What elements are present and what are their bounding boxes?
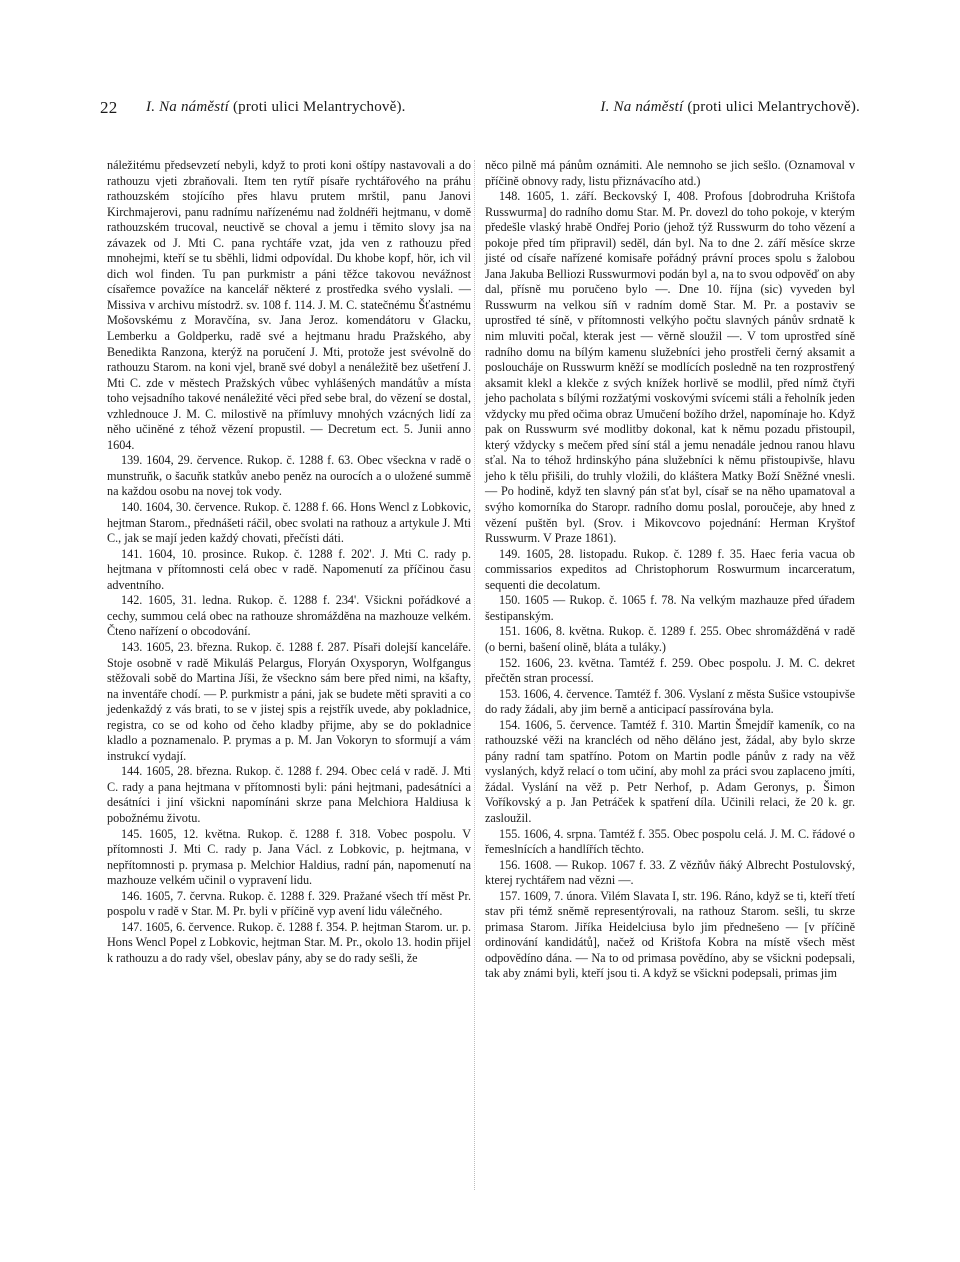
entry-140: 140. 1604, 30. července. Rukop. č. 1288 f. 66. Hons Wencl z Lobkovic, hejtman Starom., přednášeti ráčil, obec svolati na rathouz a artykule J. Mti C., jak se mají jeden každý chovati, přečísti dáti. (107, 500, 471, 546)
entry-156: 156. 1608. — Rukop. 1067 f. 33. Z vězňův ňáký Albrecht Postulovský, kterej rychtářem nad vězni —. (485, 857, 855, 888)
entry-154: 154. 1606, 5. července. Tamtéž f. 310. Martin Šmejdíř kameník, co na rathouzské věži na krancléch od něho děláno jest, žádal, aby bylo skrze pány radní tam spatříno. Potom on Martin podle pánův z rady na věž vyslaných, když relací o tom učiní, aby mohl za práci svou zaplaceno jmíti, žádal. Vyslání na věž p. Petr Nerhof, p. Adam Geronys, p. Šimon Voříkovský a p. Jan Petráček k spatření díla. Učinili relaci, že 20 k. gr. zasloužil. (485, 717, 855, 825)
entry-146: 146. 1605, 7. června. Rukop. č. 1288 f. 329. Pražané všech tří měst Pr. pospolu v radě v Star. M. Pr. byli v příčině vyp avení lidu válečného. (107, 888, 471, 919)
left-running-title-rest: (proti ulici Melantrychově). (232, 99, 406, 115)
right-running-title (600, 99, 860, 116)
right-running-title-rest: (proti ulici Melantrychově). (687, 99, 860, 115)
right-running-title-italic: I. Na náměstí (600, 99, 684, 115)
page-number: 22 (100, 98, 118, 117)
entry-155: 155. 1606, 4. srpna. Tamtéž f. 355. Obec pospolu celá. J. M. C. řádové o řemeslnících a handlířích těchto. (485, 826, 855, 857)
entry-147: 147. 1605, 6. července. Rukop. č. 1288 f. 354. P. hejtman Starom. ur. p. Hons Wencl Popel z Lobkovic, hejtman Star. M. Pr., okolo 13. hodin přijel k rathouzu a do rady všel, obeslav pány, aby se do rady sešli, že (107, 919, 471, 965)
entry-145: 145. 1605, 12. května. Rukop. č. 1288 f. 318. Vobec pospolu. V přítomnosti J. Mti C. rady p. Jana Václ. z Lobkovic, p. hejtmana, v nepřítomnosti p. prymasa p. Melchior Haldius, radní pán, napomenutí na mazhouze velkém učinil o vypravení lidu. (107, 826, 471, 888)
left-running-title (146, 99, 406, 116)
entry-152: 152. 1606, 23. května. Tamtéž f. 259. Obec pospolu. J. M. C. dekret přečtěn stran processí. (485, 655, 855, 686)
left-running-title-italic: I. Na náměstí (146, 99, 230, 115)
entry-144: 144. 1605, 28. března. Rukop. č. 1288 f. 294. Obec celá v radě. J. Mti C. rady a pana hejtmana v přítomnosti byli: páni hejtmani, padesátníci a desátníci i jiní všickni napomínáni skrze pana Melchiora Haldiusa k pobožnému životu. (107, 764, 471, 825)
entry-141: 141. 1604, 10. prosince. Rukop. č. 1288 f. 202'. J. Mti C. rady p. hejtmana v přítomnosti celá obec v radě. Napomenutí za příčinou času adventního. (107, 546, 471, 592)
right-column (485, 158, 855, 982)
entry-150: 150. 1605 — Rukop. č. 1065 f. 78. Na velkým mazhauze před úřadem šestipanským. (485, 593, 855, 623)
entry-142: 142. 1605, 31. ledna. Rukop. č. 1288 f. 234'. Všickni pořádkové a cechy, summou celá obec na rathouze shromážděna na mazhouze velkém. Čteno nařízení o obcodování. (107, 593, 471, 639)
right-paragraph: něco pilně má pánům oznámiti. Ale nemnoho se jich sešlo. (Oznamoval v příčině obnovy rady, listu přiznávacího atd.) (485, 158, 855, 188)
left-column (107, 158, 471, 966)
entry-153: 153. 1606, 4. července. Tamtéž f. 306. Vyslaní z města Sušice vstoupivše do rady žádali, aby jim berně a anticipací passírována byla. (485, 686, 855, 717)
entry-149: 149. 1605, 28. listopadu. Rukop. č. 1289 f. 35. Haec feria vacua ob commissarios expeditos ad Christophorum Roswurmum incarceratum, sequenti die decolatum. (485, 546, 855, 592)
entry-143: 143. 1605, 23. března. Rukop. č. 1288 f. 287. Písaři dolejší kanceláře. Stoje osobně v radě Mikuláš Pelargus, Floryán Oxysporyn, Wolfgangus stěžovali sobě do Martina Jíši, že všeckno sám bere před nimi, na kšafty, na inventáře chodí. — P. purkmistr a páni, jak se budete měti spraviti a co jedenkaždý z vás brati, to se v jistej spis a rejstřík uvede, aby pokladnice, registra, co se od koho od čeho kladby přijme, aby se do pokladnice kladlo a poznamenalo. P. prymas a p. M. Jan Vokoryn to sformují a vám instrukcí vydají. (107, 639, 471, 763)
left-paragraph: náležitému předsevzetí nebyli, když to proti koni oštípy nastavovali a do rathouzu vjeti zbraňovali. Item ten rytíř písaře rychtářového na práhu rathouzském stojícího přes hlavu prutem mrštil, panu Janovi Kirchmajerovi, panu radnímu nařízenému nad žoldnéři hejtmanu, v domě rathouzském trucoval, neuctivě se choval a jemu i těmito slovy jsa na závazek od J. Mti C. pana rychtáře vzat, jda ven z rathouzu před mnohejmi, kteří se tu sběhli, lidmi odpovídal. Du khobe kopf, hör, ich vil dich wol finden. Tu pan purkmistr a páni těžce takovou nevážnost císařemce považíce na kancelář některé z prostředka svého vyslali. — Missiva v archivu místodrž. sv. 108 f. 114. J. M. C. statečnému Šťastnému Mošovskému z Moravčína, sv. Jana Jeroz. komendátoru v Glacku, Lemberku a Goldperku, radě své a hejtmanu hradu Pražského, aby Benedikta Ranzona, kterýž na poručení J. Mti, protože jest svévolně do rathouzu Starom. na koni vjel, braně své dobyl a nenáležitě bez ušetření J. Mti C. zde v městech Pražských vůbec vyhlášených mandátův a místa toho vejsadního takové nenáležité věci před sebe bral, do vězení se dostal, vzhlednouce J. M. C. milostivě na přímluvy mnohých vzácných lidí za něho učiněné z téhož vězení propustil. — Decretum ect. 5. Junii anno 1604. (107, 158, 471, 452)
entry-151: 151. 1606, 8. května. Rukop. č. 1289 f. 255. Obec shromážděná v radě (o berni, bašení olině, bláta a tuláky.) (485, 624, 855, 654)
entry-148: 148. 1605, 1. září. Beckovský I, 408. Profous [dobrodruha Krištofa Russwurma] do radního domu Star. M. Pr. dovezl do toho pokoje, v kterým předešle vlaský hrabě Ondřej Porio (jehož týž Russwurm do toho vězení a pokoje před tím připravil) seděl, dán byl. Na to dne 2. září měsíce skrze jisté od císaře nařízené komisaře pořádný právní proces spolu s žalobou Jana Jakuba Belliozi Russwurmovi podán byl a, na to svou odpověď on aby dal, přísně mu poručeno bylo —. Dne 10. října (sic) vyveden byl Russwurm na velkou síň v radním domě Star. M. Pr. a postaviv se uprostřed té síně, v přítomnosti velkýho počtu slavných pánův srdnatě k nim mluviti počal, kterak jest — věrně sloužil —. V tom uprostřed síně radního domu na bílým kamenu služebníci jeho prostřeli černý aksamit a posloucháje on Russwurm kněží se modlících posledně na ten rozprostřený aksamit klekl a klekče z svých knížek horlivě se modlil, před nímž čtyři jeho pacholata s bílými rozžatými voskovými svícemi stáli a řeholník jeden vždycky mu před očima obraz Umučení božího držel, napomínaje ho. Když pak on Russwurm své modlitby dokonal, kat k němu pozadu přistoupil, který vždycky s mečem před síní stál a jemu nenadále jednou ranou hlavu sťal. Na to téhož hrdinskýho pána služebníci k němu přistoupivše, hlavu jeho k tělu přišili, do truhly vložili, do kláštera Matky Boží Sněžné vnesli. — Po hodině, když ten slavný pán sťat byl, císař se na něho upamatoval a svýho komorníka do Staropr. radního domu poslal, poroučeje, aby hned z vězení puštěn byl. (Srov. i Mikovcovo pojednání: Herman Kryštof Russwurm. V Praze 1861). (485, 189, 855, 546)
entry-157: 157. 1609, 7. února. Vilém Slavata I, str. 196. Ráno, když se ti, kteří třetí stav při témž sněmě representýrovali, na rathouz Starom. sešli, tu skrze primasa Starom. Jiříka Heidelciusa bylo jim přednešeno — [v příčině ordinování kandidátů], načež od Krištofa Kobra na místě všech měst odpovědíno dána. — Na to od primasa povědíno, aby se všickni podepsali, tak aby známi byli, kteří jsou ti. A když se všickni podepsali, primas jim (485, 888, 855, 981)
running-header (100, 98, 860, 122)
column-divider (474, 160, 475, 1190)
entry-139: 139. 1604, 29. července. Rukop. č. 1288 f. 63. Obec všeckna v radě o munstruňk, o šacuňk statkův anebo peněz na ourocích a o uložené summě na každou osobu na novej tok vody. (107, 453, 471, 499)
